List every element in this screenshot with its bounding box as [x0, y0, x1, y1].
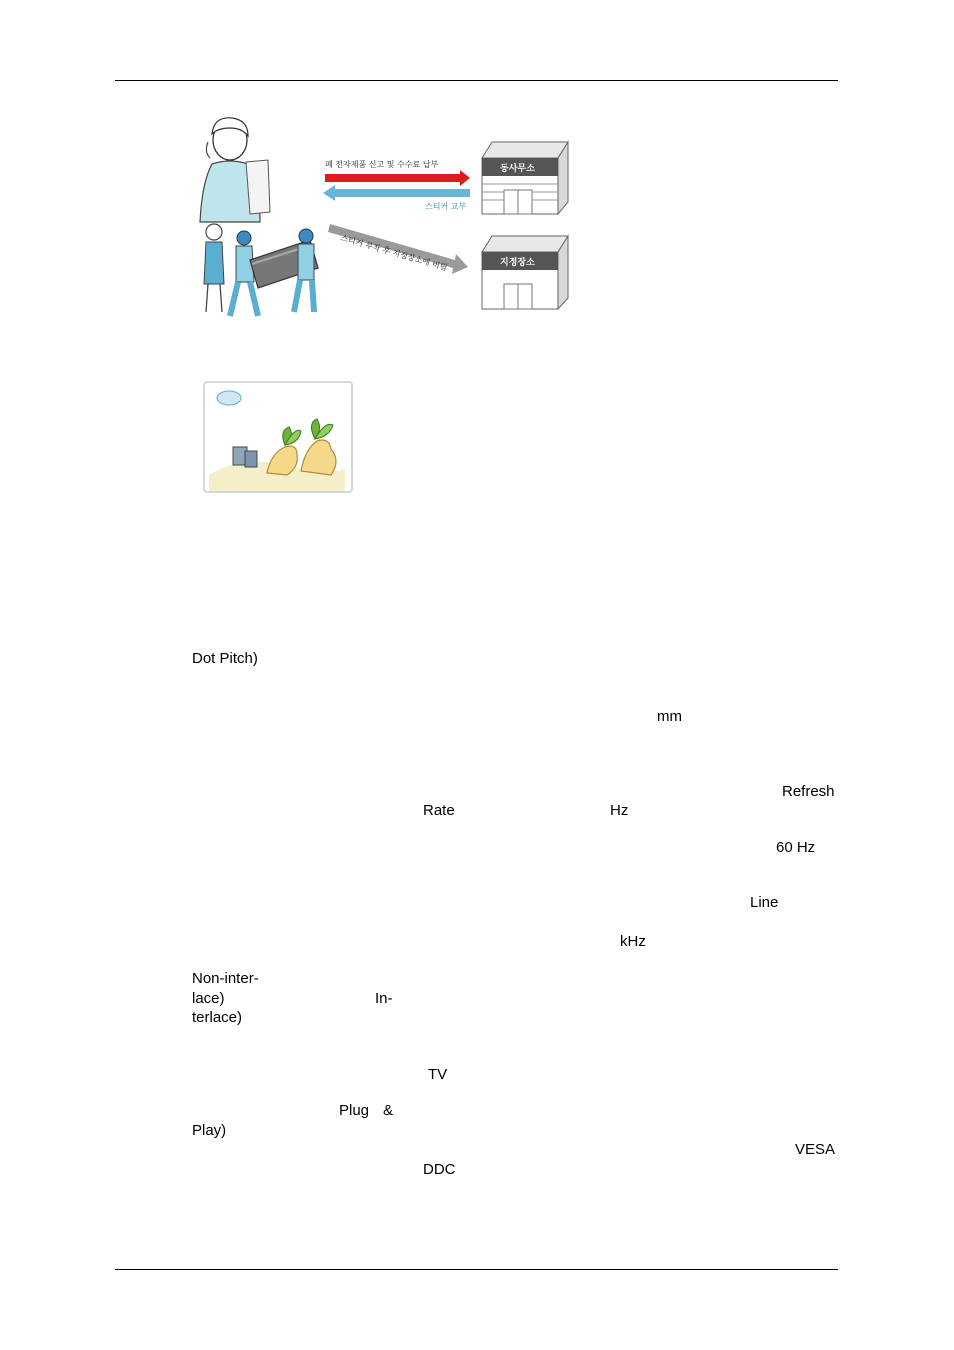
blue-arrow-label: 스티커 교부 — [425, 202, 467, 211]
sixty-hz-value: 60 Hz — [776, 839, 816, 856]
khz-unit: kHz — [620, 933, 646, 950]
play-term: Play) — [192, 1122, 227, 1139]
red-arrow — [325, 170, 470, 186]
plug-term: Plug — [339, 1102, 370, 1119]
sprout-illustration — [205, 383, 351, 491]
hz-unit: Hz — [610, 802, 629, 819]
gray-arrow-label: 스티커 부착 후 지정장소에 버림 — [339, 233, 449, 273]
tv-term: TV — [428, 1066, 448, 1083]
footer-rule — [115, 1269, 838, 1270]
red-arrow-label: 폐 전자제품 신고 및 수수료 납부 — [325, 160, 439, 169]
interlace-term-1: In- — [375, 990, 393, 1007]
interlace-term-2: terlace) — [192, 1009, 243, 1026]
non-interlace-term-2: lace) — [192, 990, 225, 1007]
ddc-term: DDC — [423, 1161, 456, 1178]
blue-arrow — [323, 185, 470, 201]
building-bottom-label: 지정장소 — [500, 258, 535, 268]
building-top-label: 동사무소 — [500, 164, 535, 174]
workers-carrying-tv — [230, 229, 318, 316]
ampersand: & — [383, 1102, 394, 1119]
rate-term: Rate — [423, 802, 455, 819]
eco-card-illustration — [203, 381, 353, 493]
header-rule — [115, 80, 838, 81]
refresh-term: Refresh — [782, 783, 835, 800]
woman-figure — [200, 118, 270, 222]
vesa-term: VESA — [795, 1141, 836, 1158]
child-figure — [204, 224, 224, 312]
disposal-procedure-illustration — [190, 112, 575, 322]
line-term: Line — [750, 894, 779, 911]
mm-unit: mm — [657, 708, 682, 725]
dot-pitch-term: Dot Pitch) — [192, 650, 258, 667]
non-interlace-term-1: Non-inter- — [192, 970, 259, 987]
building-dongsamuso — [482, 142, 568, 214]
building-designated-place — [482, 236, 568, 309]
